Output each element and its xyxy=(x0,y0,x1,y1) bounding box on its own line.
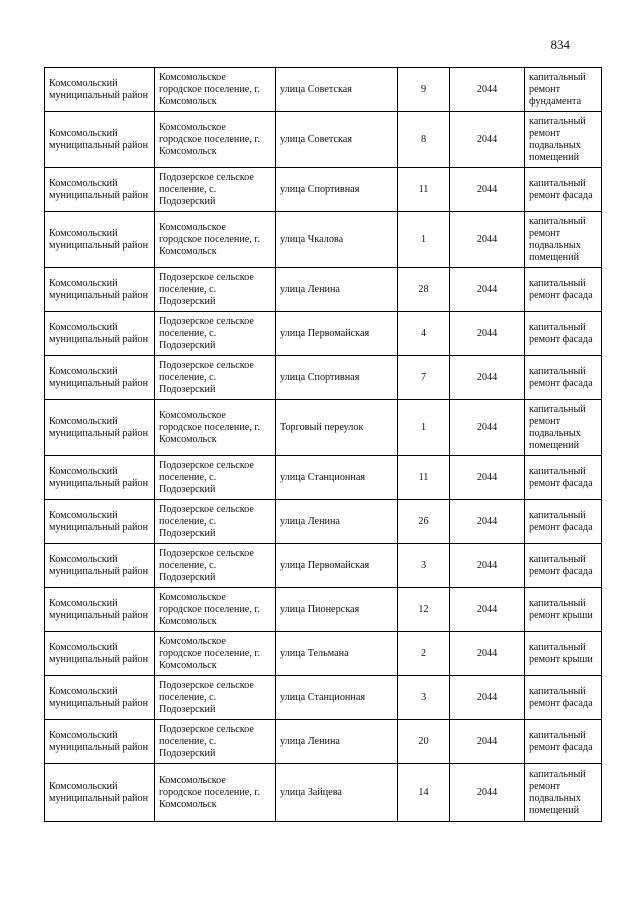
table-row xyxy=(45,676,602,720)
house-number-cell: 4 xyxy=(398,312,450,356)
work-type-cell: капитальный ремонт крыши xyxy=(525,588,602,632)
work-type-cell: капитальный ремонт фасада xyxy=(525,456,602,500)
district-cell: Комсомольский муниципальный район xyxy=(45,456,155,500)
street-cell: улица Станционная xyxy=(276,676,398,720)
street-cell: улица Станционная xyxy=(276,456,398,500)
house-number-cell: 3 xyxy=(398,676,450,720)
settlement-cell: Комсомольское городское поселение, г. Комсомольск xyxy=(155,68,276,112)
work-type-cell: капитальный ремонт крыши xyxy=(525,632,602,676)
table-row xyxy=(45,632,602,676)
table-row xyxy=(45,720,602,764)
house-number-cell: 11 xyxy=(398,168,450,212)
housing-repair-table xyxy=(44,67,602,822)
work-type-cell: капитальный ремонт фасада xyxy=(525,500,602,544)
settlement-cell: Комсомольское городское поселение, г. Комсомольск xyxy=(155,400,276,456)
work-type-cell: капитальный ремонт фасада xyxy=(525,312,602,356)
table-row xyxy=(45,500,602,544)
district-cell: Комсомольский муниципальный район xyxy=(45,356,155,400)
table-row xyxy=(45,68,602,112)
house-number-cell: 26 xyxy=(398,500,450,544)
district-cell: Комсомольский муниципальный район xyxy=(45,632,155,676)
year-cell: 2044 xyxy=(450,212,525,268)
street-cell: улица Ленина xyxy=(276,720,398,764)
street-cell: улица Первомайская xyxy=(276,312,398,356)
street-cell: улица Советская xyxy=(276,112,398,168)
work-type-cell: капитальный ремонт фасада xyxy=(525,268,602,312)
settlement-cell: Подозерское сельское поселение, с. Подозерский xyxy=(155,544,276,588)
settlement-cell: Подозерское сельское поселение, с. Подозерский xyxy=(155,720,276,764)
house-number-cell: 1 xyxy=(398,400,450,456)
work-type-cell: капитальный ремонт подвальных помещений xyxy=(525,764,602,822)
year-cell: 2044 xyxy=(450,312,525,356)
district-cell: Комсомольский муниципальный район xyxy=(45,68,155,112)
work-type-cell: капитальный ремонт фасада xyxy=(525,720,602,764)
table-row xyxy=(45,112,602,168)
work-type-cell: капитальный ремонт подвальных помещений xyxy=(525,212,602,268)
table-row xyxy=(45,588,602,632)
year-cell: 2044 xyxy=(450,764,525,822)
settlement-cell: Подозерское сельское поселение, с. Подозерский xyxy=(155,456,276,500)
year-cell: 2044 xyxy=(450,168,525,212)
district-cell: Комсомольский муниципальный район xyxy=(45,168,155,212)
district-cell: Комсомольский муниципальный район xyxy=(45,588,155,632)
district-cell: Комсомольский муниципальный район xyxy=(45,544,155,588)
street-cell: улица Пионерская xyxy=(276,588,398,632)
district-cell: Комсомольский муниципальный район xyxy=(45,764,155,822)
street-cell: улица Первомайская xyxy=(276,544,398,588)
table-row xyxy=(45,456,602,500)
street-cell: улица Зайцева xyxy=(276,764,398,822)
year-cell: 2044 xyxy=(450,544,525,588)
street-cell: улица Советская xyxy=(276,68,398,112)
year-cell: 2044 xyxy=(450,500,525,544)
work-type-cell: капитальный ремонт фундамента xyxy=(525,68,602,112)
table-row xyxy=(45,212,602,268)
house-number-cell: 1 xyxy=(398,212,450,268)
district-cell: Комсомольский муниципальный район xyxy=(45,112,155,168)
table-row xyxy=(45,356,602,400)
street-cell: улица Ленина xyxy=(276,500,398,544)
district-cell: Комсомольский муниципальный район xyxy=(45,720,155,764)
district-cell: Комсомольский муниципальный район xyxy=(45,676,155,720)
year-cell: 2044 xyxy=(450,400,525,456)
work-type-cell: капитальный ремонт подвальных помещений xyxy=(525,400,602,456)
house-number-cell: 12 xyxy=(398,588,450,632)
settlement-cell: Комсомольское городское поселение, г. Комсомольск xyxy=(155,764,276,822)
table-row xyxy=(45,400,602,456)
year-cell: 2044 xyxy=(450,112,525,168)
district-cell: Комсомольский муниципальный район xyxy=(45,312,155,356)
work-type-cell: капитальный ремонт фасада xyxy=(525,356,602,400)
settlement-cell: Комсомольское городское поселение, г. Комсомольск xyxy=(155,212,276,268)
district-cell: Комсомольский муниципальный район xyxy=(45,400,155,456)
work-type-cell: капитальный ремонт фасада xyxy=(525,168,602,212)
house-number-cell: 14 xyxy=(398,764,450,822)
year-cell: 2044 xyxy=(450,588,525,632)
house-number-cell: 2 xyxy=(398,632,450,676)
house-number-cell: 7 xyxy=(398,356,450,400)
work-type-cell: капитальный ремонт подвальных помещений xyxy=(525,112,602,168)
year-cell: 2044 xyxy=(450,676,525,720)
table-row xyxy=(45,312,602,356)
street-cell: улица Тельмана xyxy=(276,632,398,676)
year-cell: 2044 xyxy=(450,456,525,500)
house-number-cell: 3 xyxy=(398,544,450,588)
house-number-cell: 11 xyxy=(398,456,450,500)
house-number-cell: 9 xyxy=(398,68,450,112)
settlement-cell: Подозерское сельское поселение, с. Подозерский xyxy=(155,676,276,720)
year-cell: 2044 xyxy=(450,268,525,312)
settlement-cell: Подозерское сельское поселение, с. Подозерский xyxy=(155,168,276,212)
table-row xyxy=(45,544,602,588)
settlement-cell: Комсомольское городское поселение, г. Комсомольск xyxy=(155,632,276,676)
street-cell: улица Спортивная xyxy=(276,168,398,212)
year-cell: 2044 xyxy=(450,68,525,112)
table-row xyxy=(45,268,602,312)
settlement-cell: Комсомольское городское поселение, г. Комсомольск xyxy=(155,588,276,632)
settlement-cell: Подозерское сельское поселение, с. Подозерский xyxy=(155,312,276,356)
street-cell: Торговый переулок xyxy=(276,400,398,456)
house-number-cell: 20 xyxy=(398,720,450,764)
table-row xyxy=(45,168,602,212)
settlement-cell: Подозерское сельское поселение, с. Подозерский xyxy=(155,500,276,544)
work-type-cell: капитальный ремонт фасада xyxy=(525,676,602,720)
year-cell: 2044 xyxy=(450,720,525,764)
settlement-cell: Подозерское сельское поселение, с. Подозерский xyxy=(155,356,276,400)
settlement-cell: Подозерское сельское поселение, с. Подозерский xyxy=(155,268,276,312)
house-number-cell: 8 xyxy=(398,112,450,168)
page-number: 834 xyxy=(550,37,570,52)
year-cell: 2044 xyxy=(450,632,525,676)
district-cell: Комсомольский муниципальный район xyxy=(45,268,155,312)
street-cell: улица Чкалова xyxy=(276,212,398,268)
district-cell: Комсомольский муниципальный район xyxy=(45,500,155,544)
settlement-cell: Комсомольское городское поселение, г. Комсомольск xyxy=(155,112,276,168)
street-cell: улица Спортивная xyxy=(276,356,398,400)
house-number-cell: 28 xyxy=(398,268,450,312)
table-row xyxy=(45,764,602,822)
work-type-cell: капитальный ремонт фасада xyxy=(525,544,602,588)
district-cell: Комсомольский муниципальный район xyxy=(45,212,155,268)
street-cell: улица Ленина xyxy=(276,268,398,312)
year-cell: 2044 xyxy=(450,356,525,400)
